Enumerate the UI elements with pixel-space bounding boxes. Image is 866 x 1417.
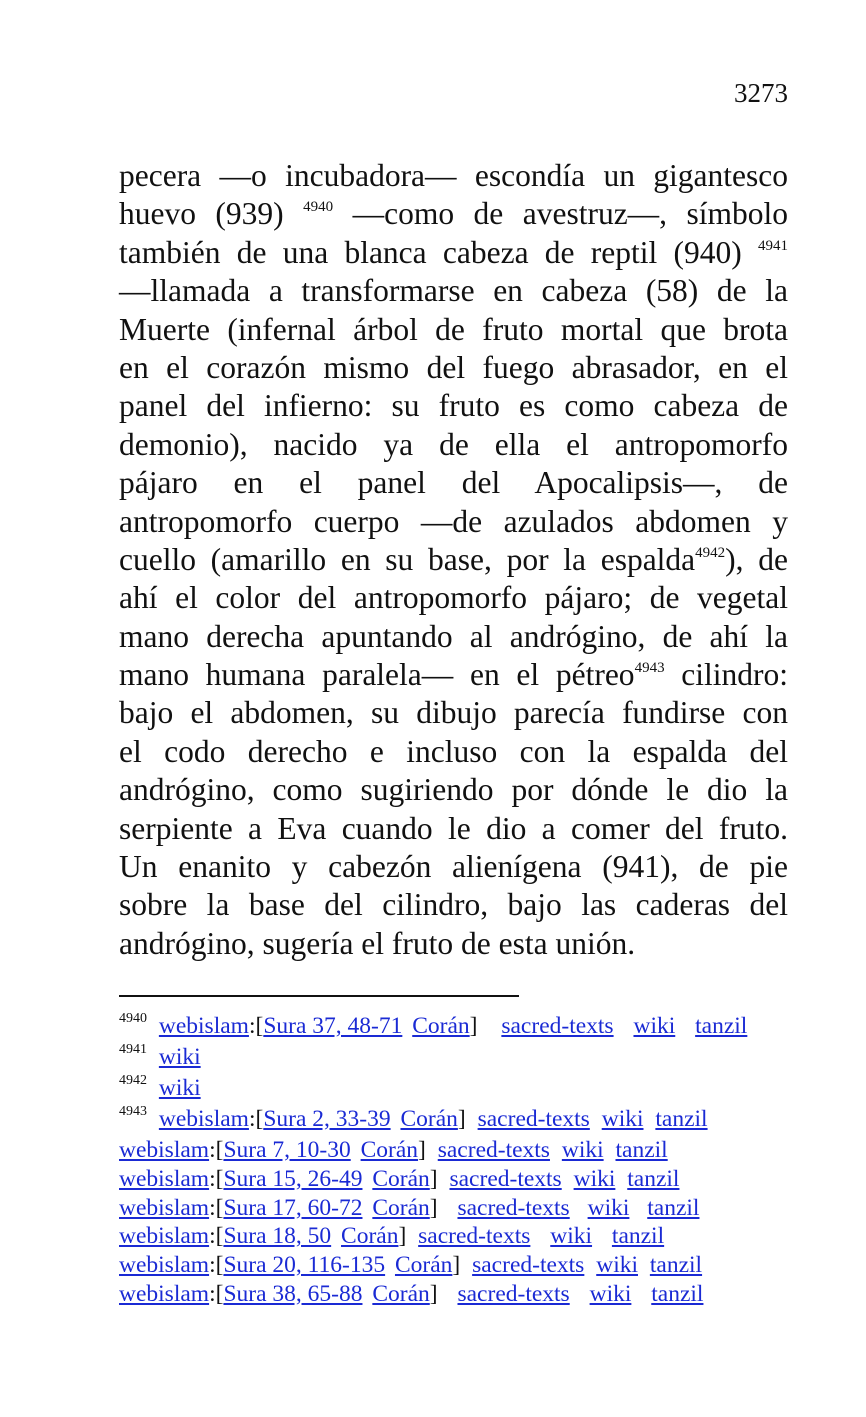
footnote-ref-4941[interactable]: 4941 (758, 237, 789, 254)
sacred-texts-link[interactable]: sacred-texts (457, 1280, 570, 1307)
reference-line (119, 1251, 799, 1280)
sura-link[interactable]: Sura 18, 50 (223, 1223, 332, 1250)
sacred-texts-link[interactable]: sacred-texts (472, 1252, 585, 1279)
bracket-close: ] (429, 1280, 438, 1307)
coran-link[interactable]: Corán (360, 1137, 419, 1163)
wiki-link[interactable]: wiki (596, 1252, 638, 1279)
text-line (119, 234, 788, 272)
webislam-link[interactable]: webislam (158, 1106, 249, 1132)
sacred-texts-link[interactable]: sacred-texts (418, 1223, 531, 1250)
tanzil-link[interactable]: tanzil (649, 1252, 703, 1279)
bracket-open: :[ (248, 1013, 264, 1039)
sura-link[interactable]: Sura 20, 116-135 (223, 1252, 386, 1279)
text-line: ahí el color del antropomorfo pájaro; de vegetal (119, 580, 788, 616)
text-line: panel del infierno: su fruto es como cabeza de (119, 388, 788, 424)
bracket-open: :[ (209, 1223, 224, 1250)
footnote-ref-4942[interactable]: 4942 (695, 544, 726, 561)
coran-link[interactable]: Corán (394, 1252, 453, 1279)
page-number: 3273 (734, 78, 788, 108)
webislam-link[interactable]: webislam (119, 1194, 210, 1221)
tanzil-link[interactable]: tanzil (647, 1194, 700, 1221)
tanzil-link[interactable]: tanzil (615, 1137, 668, 1163)
wiki-link[interactable]: wiki (561, 1137, 604, 1163)
bracket-open: :[ (209, 1194, 224, 1221)
text-segment: —como de avestruz—, símbolo (352, 196, 789, 232)
coran-link[interactable]: Corán (372, 1194, 430, 1221)
webislam-link[interactable]: webislam (119, 1165, 210, 1192)
webislam-link[interactable]: webislam (119, 1137, 210, 1163)
bracket-open: :[ (209, 1165, 224, 1192)
text-line: sobre la base del cilindro, bajo las caderas del (119, 887, 788, 923)
sura-link[interactable]: Sura 17, 60-72 (223, 1194, 363, 1221)
webislam-link[interactable]: webislam (119, 1223, 210, 1250)
sacred-texts-link[interactable]: sacred-texts (477, 1106, 590, 1132)
footnote-ref-4943[interactable]: 4943 (634, 660, 665, 677)
body-paragraph (119, 157, 788, 963)
text-segment: ), de (725, 541, 788, 577)
bracket-close: ] (418, 1137, 426, 1163)
wiki-link[interactable]: wiki (601, 1106, 644, 1132)
bracket-open: :[ (248, 1106, 264, 1132)
sura-link[interactable]: Sura 38, 65-88 (223, 1280, 363, 1307)
bracket-open: :[ (209, 1137, 224, 1163)
text-line: el codo derecho e incluso con la espalda del (119, 733, 788, 769)
text-line: en el corazón mismo del fuego abrasador, en el (119, 349, 788, 385)
coran-link[interactable]: Corán (372, 1280, 430, 1307)
coran-link[interactable]: Corán (341, 1223, 399, 1250)
footnote-separator (119, 995, 519, 997)
text-line: andrógino, sugería el fruto de esta unión. (119, 925, 636, 961)
reference-line (119, 1136, 799, 1165)
tanzil-link[interactable]: tanzil (611, 1223, 665, 1250)
wiki-link[interactable]: wiki (587, 1194, 630, 1221)
coran-link[interactable]: Corán (372, 1165, 430, 1192)
bracket-close: ] (469, 1013, 478, 1039)
text-line: antropomorfo cuerpo —de azulados abdomen y (119, 503, 788, 539)
text-segment: también de una blanca cabeza de reptil (940) (119, 234, 742, 270)
tanzil-link[interactable]: tanzil (651, 1280, 704, 1307)
footnote-4940 (119, 1012, 799, 1043)
tanzil-link[interactable]: tanzil (655, 1106, 708, 1132)
text-line: serpiente a Eva cuando le dio a comer del fruto. (119, 810, 788, 846)
webislam-link[interactable]: webislam (119, 1252, 210, 1279)
footnote-number: 4942 (119, 1073, 147, 1088)
tanzil-link[interactable]: tanzil (627, 1165, 680, 1192)
bracket-close: ] (429, 1194, 438, 1221)
text-segment: cilindro: (681, 657, 788, 693)
sura-link[interactable]: Sura 37, 48-71 (263, 1013, 403, 1039)
reference-line (119, 1222, 799, 1251)
reference-line (119, 1280, 799, 1309)
footnote-ref-4940[interactable]: 4940 (303, 199, 334, 216)
footnote-number: 4940 (119, 1011, 147, 1026)
sura-link[interactable]: Sura 7, 10-30 (223, 1137, 351, 1163)
text-segment: mano humana paralela— en el pétreo (119, 657, 635, 693)
text-line (119, 195, 788, 233)
text-line (119, 656, 788, 694)
text-line: Un enanito y cabezón alienígena (941), de pie (119, 849, 788, 885)
bracket-close: ] (429, 1165, 438, 1192)
wiki-link[interactable]: wiki (550, 1223, 593, 1250)
text-line: bajo el abdomen, su dibujo parecía fundirse con (119, 695, 788, 731)
bracket-open: :[ (209, 1280, 224, 1307)
sura-link[interactable]: Sura 2, 33-39 (263, 1106, 391, 1132)
sacred-texts-link[interactable]: sacred-texts (501, 1013, 614, 1039)
sura-link[interactable]: Sura 15, 26-49 (223, 1165, 363, 1192)
text-segment: huevo (939) (119, 196, 284, 232)
wiki-link[interactable]: wiki (633, 1013, 676, 1039)
bracket-open: :[ (209, 1252, 224, 1279)
wiki-link[interactable]: wiki (589, 1280, 632, 1307)
footnotes (119, 1012, 799, 1309)
bracket-close: ] (398, 1223, 407, 1250)
sacred-texts-link[interactable]: sacred-texts (437, 1137, 550, 1163)
text-segment: cuello (amarillo en su base, por la espalda (119, 541, 696, 577)
tanzil-link[interactable]: tanzil (695, 1013, 748, 1039)
footnote-4943 (119, 1105, 799, 1136)
footnote-number: 4943 (119, 1104, 147, 1119)
text-line: pájaro en el panel del Apocalipsis—, de (119, 465, 788, 501)
reference-line (119, 1194, 799, 1223)
footnote-number: 4941 (119, 1042, 147, 1057)
text-line: pecera —o incubadora— escondía un gigantesco (119, 158, 788, 193)
sacred-texts-link[interactable]: sacred-texts (449, 1165, 562, 1192)
coran-link[interactable]: Corán (412, 1013, 470, 1039)
footnote-4942 (119, 1074, 799, 1105)
text-line: andrógino, como sugiriendo por dónde le dio la (119, 772, 788, 808)
bracket-close: ] (457, 1106, 466, 1132)
webislam-link[interactable]: webislam (158, 1013, 249, 1039)
webislam-link[interactable]: webislam (119, 1280, 210, 1307)
footnote-4941 (119, 1043, 799, 1074)
text-line: —llamada a transformarse en cabeza (58) de la (119, 273, 788, 309)
sacred-texts-link[interactable]: sacred-texts (457, 1194, 570, 1221)
wiki-link[interactable]: wiki (158, 1044, 201, 1070)
text-line: Muerte (infernal árbol de fruto mortal que brota (119, 311, 788, 347)
bracket-close: ] (452, 1252, 461, 1279)
wiki-link[interactable]: wiki (158, 1075, 201, 1101)
coran-link[interactable]: Corán (400, 1106, 458, 1132)
text-line: mano derecha apuntando al andrógino, de ahí la (119, 618, 788, 654)
text-line (119, 541, 788, 579)
wiki-link[interactable]: wiki (573, 1165, 616, 1192)
reference-line (119, 1165, 799, 1194)
text-line: demonio), nacido ya de ella el antropomorfo (119, 426, 788, 462)
